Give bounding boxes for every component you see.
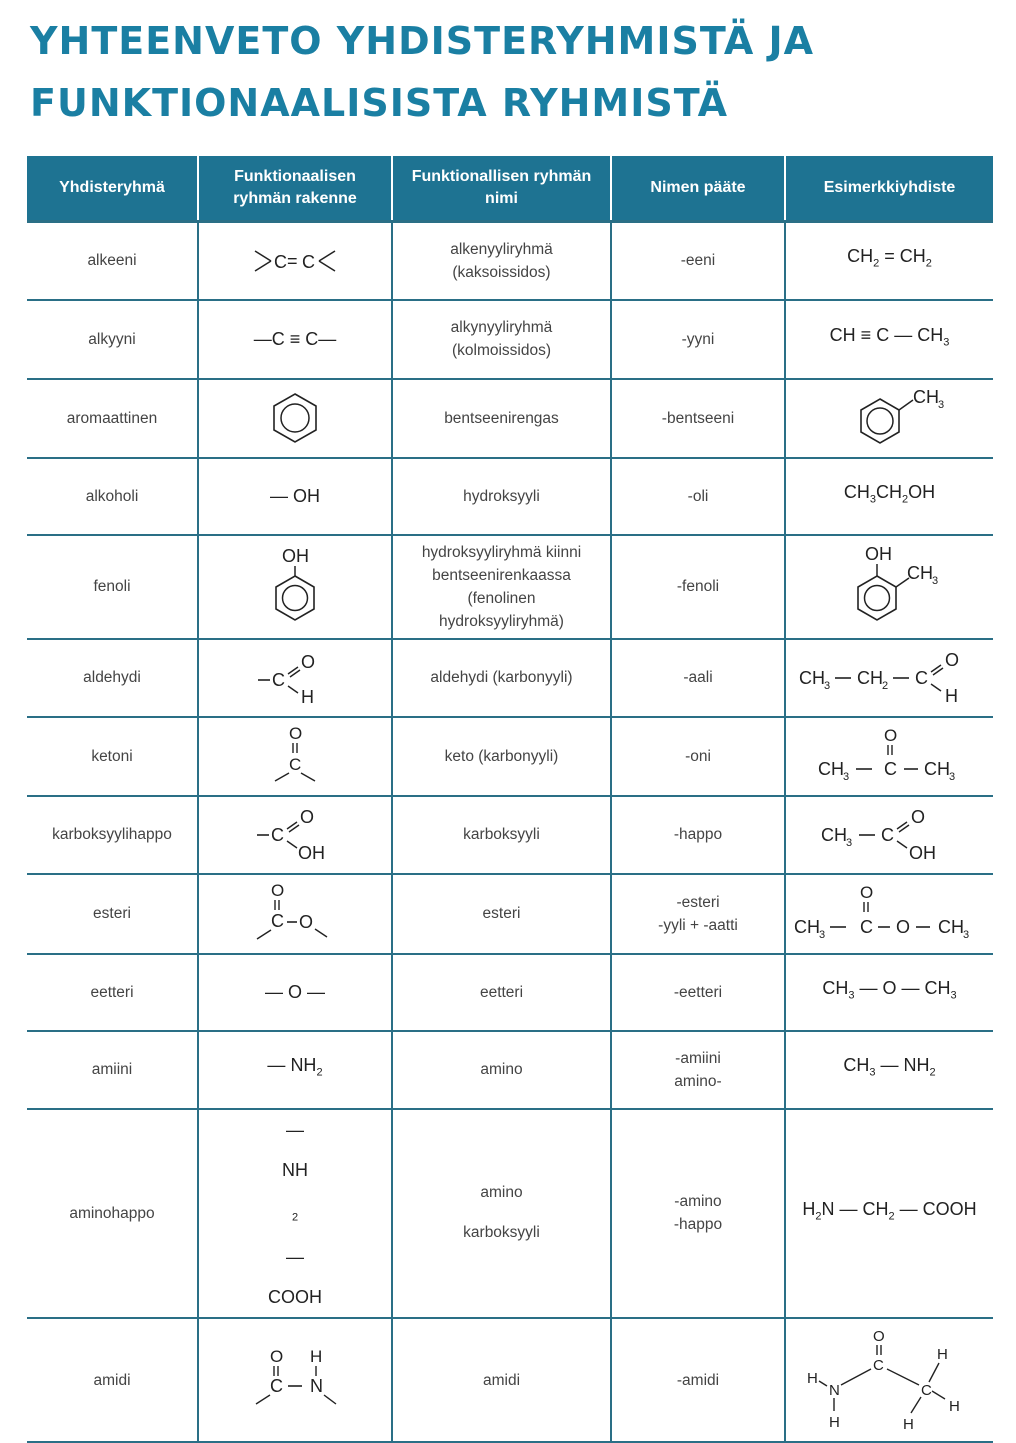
group-cell: alkyyni — [27, 300, 198, 379]
chem-text: NH — [290, 1055, 317, 1076]
table-row — [27, 300, 993, 379]
phenol-structure-diagram — [265, 544, 325, 630]
chem-text: CH — [862, 1199, 889, 1219]
bond-symbol: ≡ — [860, 324, 872, 345]
name-line: karboksyyli — [463, 1224, 540, 1242]
structure-cell — [198, 535, 392, 639]
chem-text: CH — [917, 324, 944, 345]
name-line: amino — [480, 1184, 523, 1202]
atom-label: C — [302, 251, 315, 272]
atom-label: C — [289, 755, 302, 774]
example-cell — [785, 458, 993, 535]
structure-cell — [198, 379, 392, 458]
name-cell — [392, 874, 611, 954]
atom-label: C — [272, 669, 285, 690]
group-cell: aminohappo — [27, 1109, 198, 1319]
table-row — [27, 1031, 993, 1109]
group-cell: fenoli — [27, 535, 198, 639]
name-cell — [392, 1318, 611, 1442]
methylphenol-diagram — [835, 542, 945, 632]
propanal-diagram — [795, 648, 985, 708]
atom-label: H — [806, 1370, 818, 1388]
chem-text: OH — [298, 842, 325, 863]
chem-text: OH — [293, 485, 320, 506]
chem-text: NH — [282, 1159, 308, 1180]
atom-label: C — [872, 1357, 884, 1375]
suffix-line: -amiini — [675, 1049, 721, 1067]
example-cell — [785, 639, 993, 717]
group-cell: alkeeni — [27, 222, 198, 300]
atom-label: O — [300, 806, 315, 827]
suffix-cell — [611, 874, 785, 954]
name-line: (fenolinen — [467, 589, 536, 607]
example-cell — [785, 954, 993, 1031]
structure-cell — [198, 874, 392, 954]
chem-subscript: 3 — [937, 399, 944, 411]
atom-label: O — [872, 1328, 885, 1346]
chem-subscript: 2 — [873, 258, 880, 271]
bond-symbol: — — [286, 1119, 304, 1140]
example-cell — [785, 796, 993, 874]
name-line: (kaksoissidos) — [452, 263, 551, 281]
chem-subscript: 3 — [869, 1066, 876, 1079]
group-cell: eetteri — [27, 954, 198, 1031]
name-line: alkenyyliryhmä — [450, 240, 553, 258]
chem-subscript: 2 — [902, 493, 909, 506]
suffix-line: -yyli + -aatti — [658, 916, 738, 934]
example-cell — [785, 222, 993, 300]
table-row — [27, 222, 993, 300]
table-row — [27, 639, 993, 717]
suffix-line: -oni — [685, 747, 711, 765]
name-line: amidi — [482, 1371, 521, 1389]
title-line-1: YHTEENVETO YHDISTERYHMISTÄ JA — [30, 19, 815, 63]
name-line: aldehydi (karbonyyli) — [430, 669, 573, 686]
chem-subscript: 2 — [291, 1211, 299, 1224]
atom-label: C — [920, 1382, 932, 1400]
suffix-line: -happo — [673, 1216, 723, 1234]
chem-text: COOH — [268, 1287, 322, 1308]
structure-cell — [198, 717, 392, 796]
suffix-cell — [611, 639, 785, 717]
structure-cell — [198, 1109, 392, 1319]
suffix-line: -amino — [674, 1193, 722, 1211]
carboxylic-acid-structure-diagram — [245, 805, 345, 865]
bond-symbol: — — [894, 324, 913, 345]
suffix-line: -fenoli — [676, 578, 720, 595]
chem-text: CH — [817, 759, 844, 779]
name-line: hydroksyyliryhmä kiinni — [421, 543, 582, 561]
bond-symbol: ≡ — [289, 328, 301, 349]
atom-label: O — [299, 911, 314, 932]
chem-text: OH — [908, 842, 936, 863]
example-cell — [785, 717, 993, 796]
chem-subscript: 2 — [925, 258, 932, 271]
name-cell — [392, 1109, 611, 1319]
bond-symbol: — — [267, 1055, 286, 1076]
table-header-row — [27, 156, 993, 222]
ketone-structure-diagram — [255, 721, 335, 791]
chem-text: CH — [906, 562, 933, 583]
atom-label: H — [828, 1414, 840, 1432]
chem-text: CH — [938, 916, 964, 937]
example-cell — [785, 1318, 993, 1442]
chem-text: NH — [903, 1055, 930, 1076]
suffix-line: -bentseeni — [661, 409, 735, 427]
atom-label: N — [821, 1199, 835, 1219]
suffix-cell — [611, 796, 785, 874]
name-line: bentseenirengas — [444, 409, 559, 427]
chem-subscript: 3 — [819, 928, 826, 941]
atom-label: O — [289, 724, 303, 743]
bond-symbol: — — [899, 1199, 918, 1219]
bond-symbol: — — [307, 981, 326, 1002]
group-cell: aromaattinen — [27, 379, 198, 458]
suffix-cell — [611, 1031, 785, 1109]
chem-text: CH — [798, 667, 825, 688]
atom-label: H — [802, 1199, 816, 1219]
example-cell — [785, 1109, 993, 1319]
chem-subscript: 3 — [848, 989, 855, 1002]
atom-label: C — [876, 324, 890, 345]
bond-symbol: — — [269, 485, 288, 506]
chem-text: OH — [864, 543, 892, 564]
structure-line — [203, 1110, 387, 1238]
structure-cell — [198, 639, 392, 717]
name-cell — [392, 300, 611, 379]
alkene-structure-diagram — [245, 241, 345, 281]
atom-label: O — [860, 882, 874, 902]
atom-label: O — [882, 977, 897, 998]
chem-subscript: 2 — [929, 1066, 936, 1079]
table-row — [27, 1318, 993, 1442]
chem-text: CH — [876, 481, 902, 502]
chem-text: CH — [924, 977, 951, 998]
suffix-cell — [611, 1109, 785, 1319]
example-cell — [785, 535, 993, 639]
name-cell — [392, 796, 611, 874]
ethanoic-acid-diagram — [815, 805, 965, 865]
toluene-diagram — [835, 383, 945, 453]
table-row — [27, 874, 993, 954]
chem-subscript: 3 — [845, 836, 852, 849]
group-cell: amidi — [27, 1318, 198, 1442]
chem-subscript: 2 — [888, 1210, 895, 1223]
group-cell: amiini — [27, 1031, 198, 1109]
name-cell — [392, 535, 611, 639]
name-line: amino — [480, 1061, 523, 1078]
example-cell — [785, 1031, 993, 1109]
aldehyde-structure-diagram — [250, 648, 340, 708]
name-cell — [392, 458, 611, 535]
structure-cell — [198, 458, 392, 535]
bond-symbol: — — [839, 1199, 858, 1219]
suffix-line: -eetteri — [673, 983, 723, 1001]
name-line: eetteri — [479, 983, 524, 1001]
chem-text: CH — [843, 1055, 870, 1076]
chem-subscript: 3 — [948, 771, 955, 783]
suffix-line: -yyni — [681, 330, 715, 348]
chem-subscript: 2 — [316, 1066, 323, 1079]
bond-symbol: — — [859, 977, 878, 998]
propanone-diagram — [810, 721, 970, 791]
structure-cell — [198, 300, 392, 379]
chem-text: CH — [843, 481, 870, 502]
chem-text: CH — [856, 667, 883, 688]
table-row — [27, 1109, 993, 1319]
name-cell — [392, 379, 611, 458]
suffix-cell — [611, 954, 785, 1031]
example-cell — [785, 874, 993, 954]
chem-text: CH — [923, 759, 950, 779]
ethanamide-diagram — [795, 1325, 985, 1435]
bond-symbol: = — [884, 246, 895, 267]
suffix-line: amino- — [674, 1072, 722, 1090]
name-line: bentseenirenkaassa — [432, 566, 571, 584]
structure-cell — [198, 1318, 392, 1442]
suffix-cell — [611, 717, 785, 796]
name-line: (kolmoissidos) — [451, 342, 552, 359]
ester-structure-diagram — [245, 879, 345, 949]
bond-symbol: — — [286, 1247, 304, 1268]
atom-label: H — [944, 685, 958, 706]
group-cell: alkoholi — [27, 458, 198, 535]
chem-text: CH — [912, 387, 939, 407]
atom-label: H — [301, 686, 314, 707]
name-line: alkynyyliryhmä — [450, 319, 553, 336]
suffix-line: -aali — [683, 669, 713, 686]
atom-label: C — [271, 328, 285, 349]
name-cell — [392, 954, 611, 1031]
atom-label: C — [883, 759, 897, 779]
atom-label: O — [896, 916, 911, 937]
name-cell — [392, 717, 611, 796]
chem-text: CH — [899, 246, 926, 267]
chem-subscript: 3 — [869, 493, 876, 506]
atom-label: O — [287, 981, 302, 1002]
atom-label: H — [936, 1346, 948, 1364]
table-row — [27, 717, 993, 796]
atom-label: O — [301, 651, 316, 672]
atom-label: O — [944, 649, 959, 670]
group-cell: karboksyylihappo — [27, 796, 198, 874]
name-line: hydroksyyli — [463, 487, 540, 505]
atom-label: H — [948, 1398, 960, 1416]
chem-text: CH — [820, 824, 847, 845]
bond-symbol: — — [253, 328, 272, 349]
table-row — [27, 379, 993, 458]
header-suffix: Nimen pääte — [611, 156, 785, 222]
atom-label: H — [310, 1347, 323, 1367]
group-cell: esteri — [27, 874, 198, 954]
name-cell — [392, 222, 611, 300]
atom-label: H — [902, 1416, 914, 1434]
chem-text: CH — [822, 977, 849, 998]
header-example: Esimerkkiyhdiste — [785, 156, 993, 222]
atom-label: C — [860, 916, 873, 937]
group-cell: ketoni — [27, 717, 198, 796]
chem-subscript: 3 — [950, 989, 957, 1002]
table-row — [27, 458, 993, 535]
suffix-cell — [611, 535, 785, 639]
structure-cell — [198, 1031, 392, 1109]
title-line-2: FUNKTIONAALISISTA RYHMISTÄ — [30, 81, 729, 125]
header-structure: Funktionaalisen ryhmän rakenne — [198, 156, 392, 222]
suffix-cell — [611, 379, 785, 458]
chem-subscript: 3 — [823, 679, 830, 692]
atom-label: C — [271, 824, 284, 845]
name-line: esteri — [482, 905, 521, 922]
table-row — [27, 535, 993, 639]
bond-symbol: — — [880, 1055, 899, 1076]
atom-label: C — [914, 667, 928, 688]
name-line: keto (karbonyyli) — [444, 747, 559, 765]
structure-cell — [198, 954, 392, 1031]
header-name: Funktionallisen ryhmän nimi — [392, 156, 611, 222]
chem-subscript: 3 — [963, 928, 970, 941]
suffix-cell — [611, 222, 785, 300]
chem-text: COOH — [922, 1199, 977, 1219]
group-cell: aldehydi — [27, 639, 198, 717]
chem-text: CH — [847, 246, 874, 267]
name-line: hydroksyyliryhmä) — [439, 612, 564, 630]
methyl-ethanoate-diagram — [790, 879, 990, 949]
chem-subscript: 3 — [943, 336, 950, 349]
atom-label: N — [828, 1382, 840, 1400]
name-cell — [392, 1031, 611, 1109]
atom-label: C — [270, 1376, 283, 1397]
atom-label: O — [910, 806, 925, 827]
structure-line — [203, 1237, 387, 1317]
chem-subscript: 2 — [881, 679, 888, 692]
page-title — [30, 10, 814, 134]
header-group: Yhdisteryhmä — [27, 156, 198, 222]
example-cell — [785, 379, 993, 458]
chem-subscript: 2 — [815, 1210, 822, 1223]
atom-label: O — [883, 726, 897, 745]
atom-label: C — [274, 251, 287, 272]
suffix-line: -happo — [673, 826, 723, 843]
table-row — [27, 796, 993, 874]
suffix-line: -oli — [687, 487, 709, 505]
atom-label: N — [310, 1376, 323, 1397]
atom-label: O — [270, 1347, 284, 1367]
benzene-ring-diagram — [265, 388, 325, 448]
chem-text: CH — [794, 916, 820, 937]
atom-label: C — [305, 328, 319, 349]
bond-symbol: — — [264, 981, 283, 1002]
name-cell — [392, 639, 611, 717]
bond-symbol: = — [287, 250, 298, 271]
suffix-cell — [611, 300, 785, 379]
suffix-cell — [611, 1318, 785, 1442]
functional-groups-table — [27, 156, 993, 1443]
example-cell — [785, 300, 993, 379]
structure-cell — [198, 222, 392, 300]
bond-symbol: — — [318, 328, 337, 349]
chem-text: OH — [282, 545, 309, 566]
chem-text: OH — [908, 481, 936, 502]
suffix-line: -esteri — [676, 893, 720, 911]
chem-subscript: 3 — [842, 771, 849, 783]
table-row — [27, 954, 993, 1031]
suffix-line: -eeni — [680, 252, 716, 270]
bond-symbol: — — [901, 977, 920, 998]
suffix-line: -amidi — [676, 1371, 720, 1389]
chem-text: CH — [829, 324, 856, 345]
name-line: karboksyyli — [463, 826, 540, 843]
chem-subscript: 3 — [931, 574, 938, 587]
structure-cell — [198, 796, 392, 874]
atom-label: C — [271, 910, 284, 931]
atom-label: O — [271, 880, 285, 900]
atom-label: C — [880, 824, 894, 845]
suffix-cell — [611, 458, 785, 535]
